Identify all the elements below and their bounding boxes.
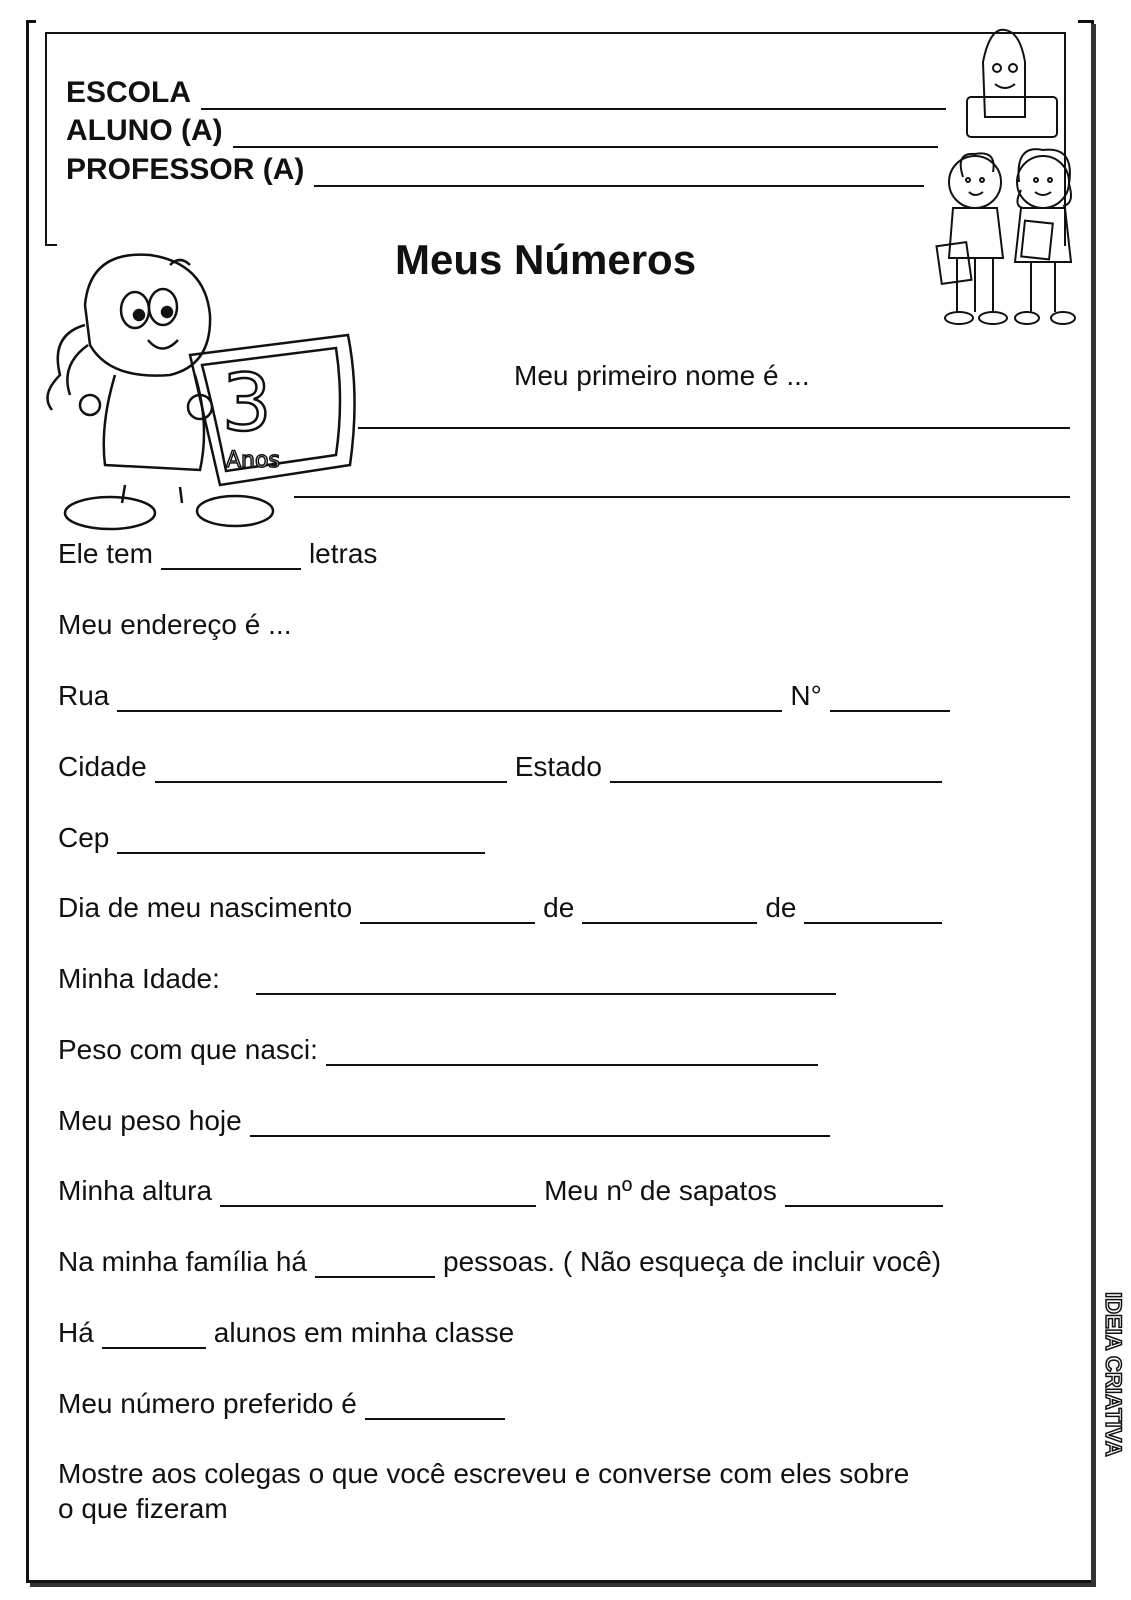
class-suffix: alunos em minha classe bbox=[213, 1317, 515, 1348]
closing-line-2 bbox=[58, 1493, 228, 1525]
number-label: N° bbox=[790, 680, 822, 711]
letters-suffix: letras bbox=[308, 538, 378, 569]
first-name-prompt bbox=[514, 360, 810, 392]
zip-label: Cep bbox=[58, 822, 110, 853]
letters-label: Ele tem bbox=[58, 538, 153, 569]
side-brand bbox=[1098, 1290, 1128, 1540]
birth-weight-row bbox=[58, 1034, 826, 1066]
birth-row bbox=[58, 892, 950, 924]
street-label: Rua bbox=[58, 680, 110, 711]
favorite-row bbox=[58, 1388, 513, 1420]
height-row bbox=[58, 1175, 951, 1207]
birth-of-2: de bbox=[765, 892, 797, 923]
state-field[interactable] bbox=[610, 757, 942, 783]
weight-today-row bbox=[58, 1105, 838, 1137]
family-suffix: pessoas. ( Não esqueça de incluir você) bbox=[443, 1246, 942, 1277]
family-label: Na minha família há bbox=[58, 1246, 308, 1277]
birth-day-field[interactable] bbox=[360, 898, 535, 924]
street-field[interactable] bbox=[117, 686, 782, 712]
height-label: Minha altura bbox=[58, 1175, 213, 1206]
weight-today-field[interactable] bbox=[250, 1111, 830, 1137]
class-field[interactable] bbox=[102, 1323, 206, 1349]
birth-label: Dia de meu nascimento bbox=[58, 892, 353, 923]
board-word: Anos bbox=[226, 448, 280, 473]
page-title: Meus Números bbox=[395, 236, 697, 283]
school-row bbox=[66, 76, 946, 110]
student-field[interactable] bbox=[233, 120, 938, 148]
closing-text-1: Mostre aos colegas o que você escreveu e converse com eles sobre bbox=[58, 1458, 910, 1489]
address-row bbox=[58, 609, 291, 641]
birth-year-field[interactable] bbox=[804, 898, 942, 924]
shoe-label: Meu nº de sapatos bbox=[544, 1175, 777, 1206]
school-field[interactable] bbox=[201, 82, 946, 110]
school-label: ESCOLA bbox=[66, 76, 192, 109]
student-label: ALUNO (A) bbox=[66, 114, 223, 147]
class-row bbox=[58, 1317, 514, 1349]
number-field[interactable] bbox=[830, 686, 950, 712]
city-field[interactable] bbox=[155, 757, 507, 783]
frame-shadow bbox=[1091, 24, 1096, 1586]
favorite-label: Meu número preferido é bbox=[58, 1388, 357, 1419]
teacher-label: PROFESSOR (A) bbox=[66, 153, 305, 186]
closing-line-1 bbox=[58, 1458, 909, 1490]
weight-today-label: Meu peso hoje bbox=[58, 1105, 242, 1136]
teacher-field[interactable] bbox=[314, 159, 924, 187]
favorite-field[interactable] bbox=[365, 1394, 505, 1420]
state-label: Estado bbox=[514, 751, 602, 782]
first-name-label: Meu primeiro nome é ... bbox=[514, 360, 810, 391]
children-illustration bbox=[935, 22, 1085, 337]
city-row bbox=[58, 751, 950, 783]
address-label: Meu endereço é ... bbox=[58, 609, 292, 640]
student-row bbox=[66, 114, 938, 148]
family-field[interactable] bbox=[315, 1252, 435, 1278]
first-name-field-2[interactable] bbox=[294, 496, 1070, 498]
age-row bbox=[58, 963, 844, 995]
zip-field[interactable] bbox=[117, 828, 485, 854]
shoe-field[interactable] bbox=[785, 1181, 943, 1207]
birth-weight-label: Peso com que nasci: bbox=[58, 1034, 318, 1065]
height-field[interactable] bbox=[220, 1181, 536, 1207]
age-label: Minha Idade: bbox=[58, 963, 220, 994]
birth-month-field[interactable] bbox=[582, 898, 757, 924]
class-label: Há bbox=[58, 1317, 94, 1348]
city-label: Cidade bbox=[58, 751, 147, 782]
closing-text-2: o que fizeram bbox=[58, 1493, 228, 1524]
birth-weight-field[interactable] bbox=[326, 1040, 818, 1066]
first-name-field[interactable] bbox=[358, 427, 1070, 429]
frame-shadow bbox=[30, 1583, 1096, 1587]
side-brand-text: IDEIA CRIATIVA bbox=[1101, 1292, 1126, 1457]
letters-row bbox=[58, 538, 377, 570]
zip-row bbox=[58, 822, 493, 854]
birth-of-1: de bbox=[543, 892, 575, 923]
board-number: 3 bbox=[222, 359, 272, 449]
letters-field[interactable] bbox=[161, 544, 301, 570]
street-row bbox=[58, 680, 958, 712]
age-field[interactable] bbox=[256, 969, 836, 995]
family-row bbox=[58, 1246, 941, 1278]
teacher-row bbox=[66, 153, 924, 187]
